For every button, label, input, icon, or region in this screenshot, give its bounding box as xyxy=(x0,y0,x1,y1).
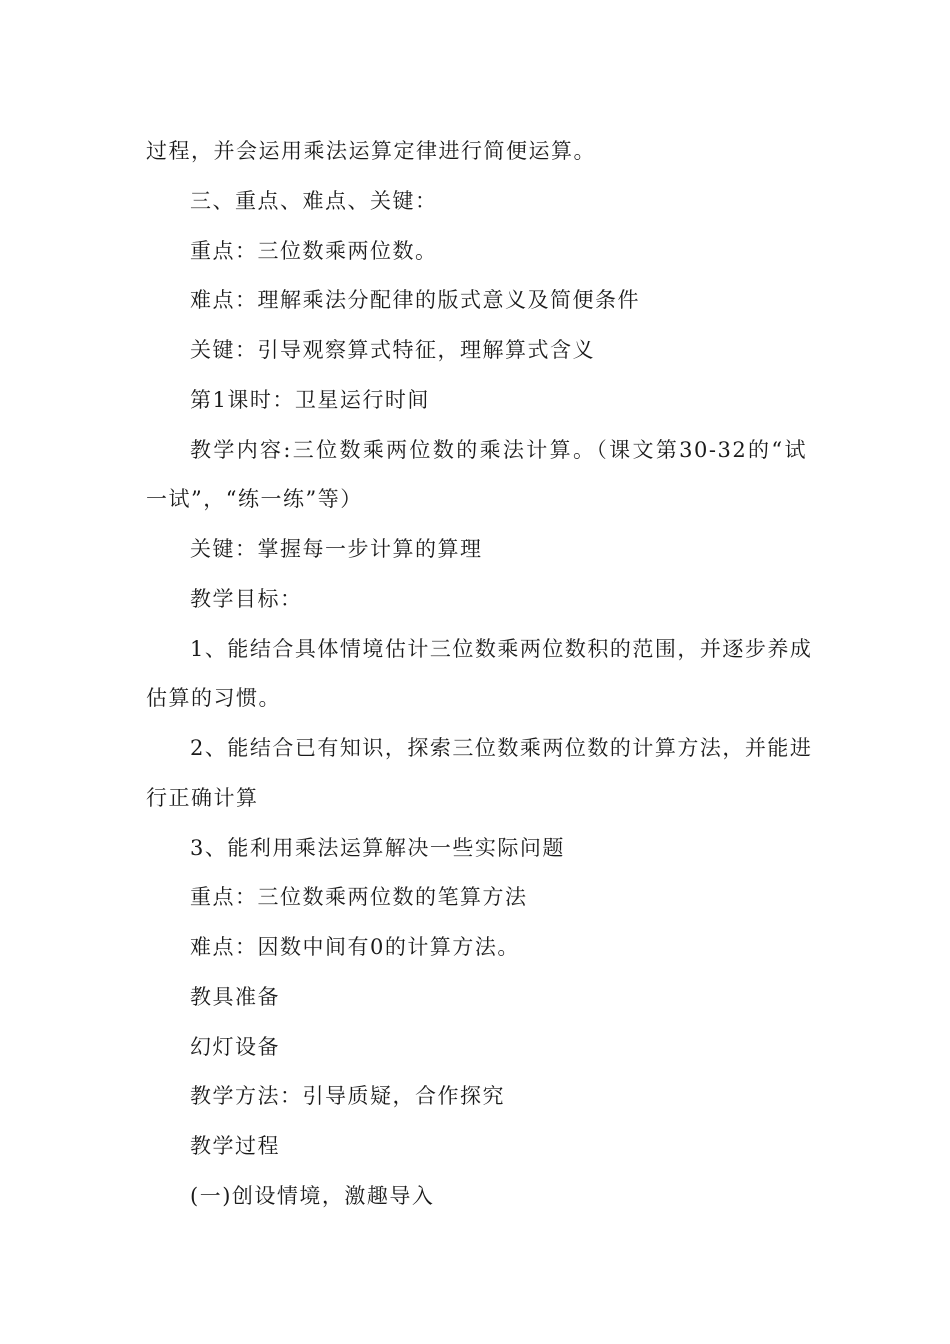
text-line: 过程，并会运用乘法运算定律进行简便运算。 xyxy=(146,139,596,163)
text-line: 3、能利用乘法运算解决一些实际问题 xyxy=(190,836,565,860)
text-line: 难点：因数中间有0的计算方法。 xyxy=(190,935,520,959)
text-line: 2、能结合已有知识，探索三位数乘两位数的计算方法，并能进 xyxy=(190,736,813,760)
text-line: 关键：掌握每一步计算的算理 xyxy=(190,537,483,561)
subsection-heading: (一)创设情境，激趣导入 xyxy=(190,1184,435,1208)
text-line: 教具准备 xyxy=(190,985,280,1009)
text-line: 教学内容:三位数乘两位数的乘法计算。（课文第30-32的“试 xyxy=(190,438,807,462)
text-line: 关键：引导观察算式特征，理解算式含义 xyxy=(190,338,595,362)
text-line: 教学目标： xyxy=(190,587,303,611)
text-line: 重点：三位数乘两位数的笔算方法 xyxy=(190,885,528,909)
text-line: 教学方法：引导质疑，合作探究 xyxy=(190,1084,505,1108)
section-heading: 三、重点、难点、关键： xyxy=(190,189,438,213)
text-line: 难点：理解乘法分配律的版式意义及简便条件 xyxy=(190,288,640,312)
text-line: 重点：三位数乘两位数。 xyxy=(190,239,438,263)
text-line: 1、能结合具体情境估计三位数乘两位数积的范围，并逐步养成 xyxy=(190,637,813,661)
lesson-title: 第1课时：卫星运行时间 xyxy=(190,388,430,412)
text-line: 幻灯设备 xyxy=(190,1035,280,1059)
text-line: 行正确计算 xyxy=(146,786,259,810)
text-line: 教学过程 xyxy=(190,1134,280,1158)
text-line: 估算的习惯。 xyxy=(146,686,281,710)
text-line: 一试”，“练一练”等） xyxy=(146,487,363,511)
